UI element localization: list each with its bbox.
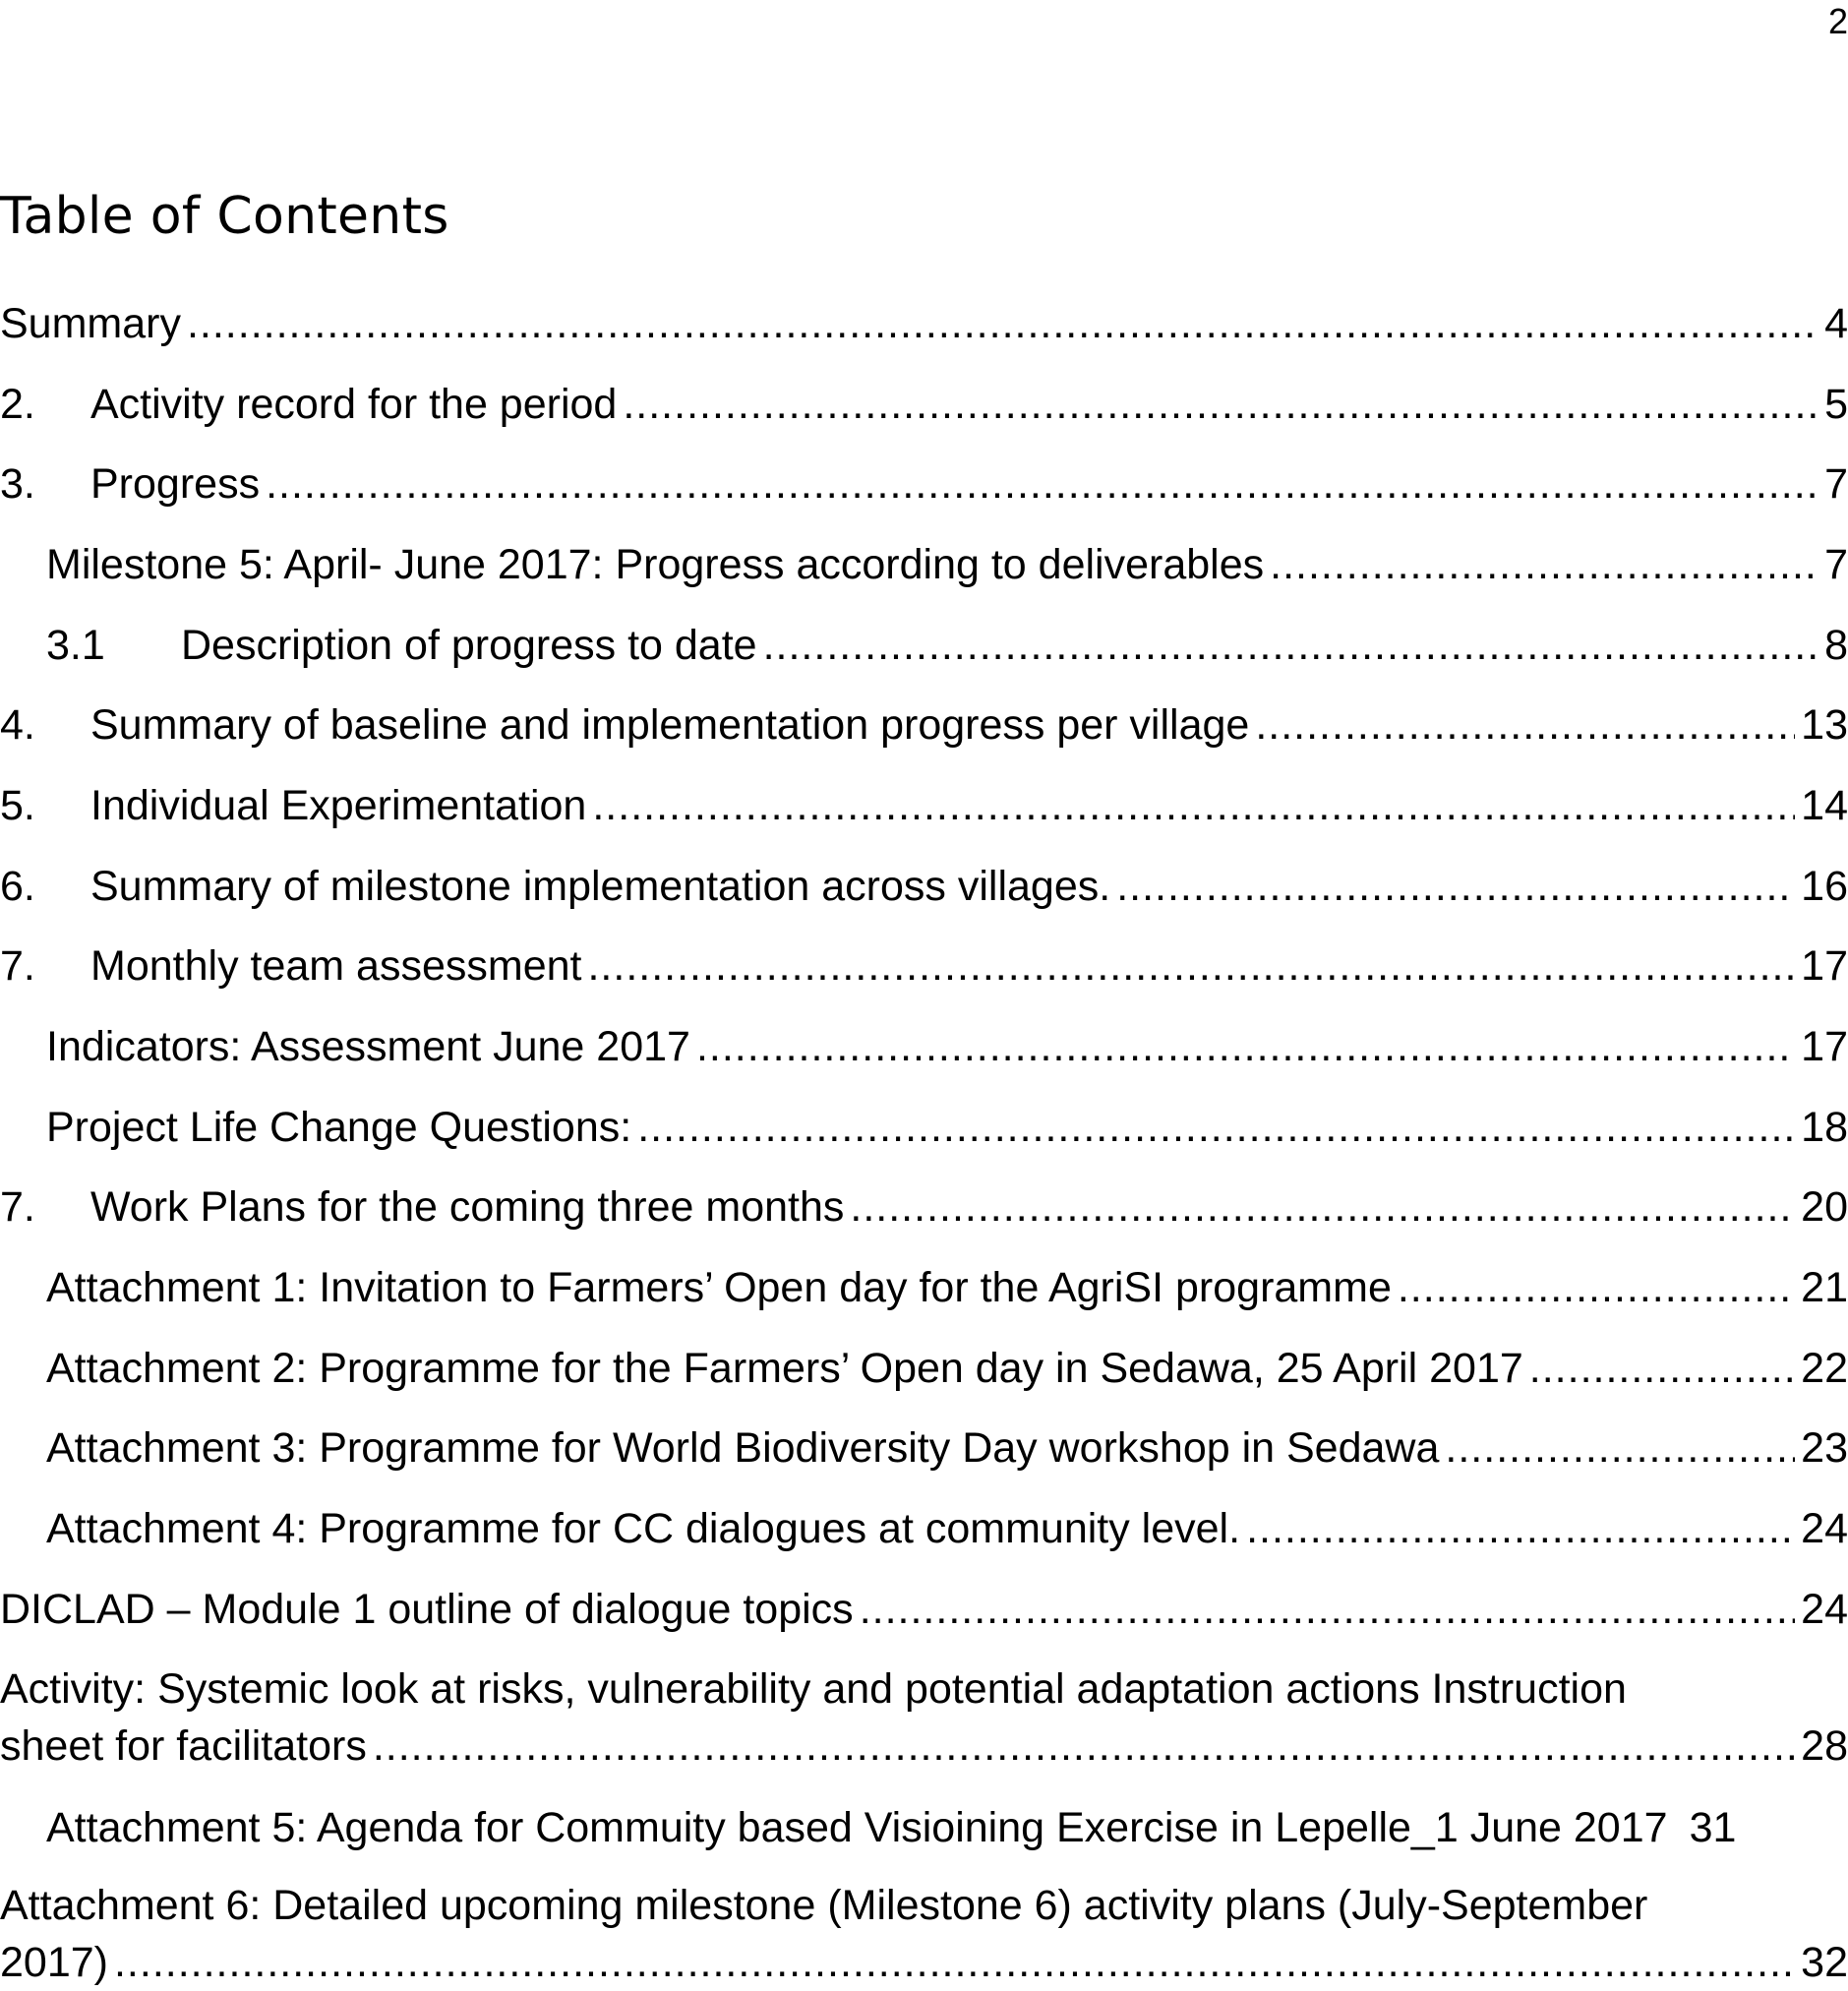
dot-leader bbox=[587, 937, 1795, 995]
toc-entry-summary-milestone[interactable] bbox=[0, 858, 1848, 915]
toc-entry-project-life-change[interactable] bbox=[0, 1099, 1848, 1156]
toc-page-number: 17 bbox=[1801, 942, 1848, 990]
dot-leader bbox=[763, 617, 1818, 674]
dot-leader bbox=[187, 295, 1818, 352]
dot-leader bbox=[1529, 1340, 1795, 1397]
toc-entry-summary[interactable] bbox=[0, 295, 1848, 352]
dot-leader bbox=[850, 1178, 1795, 1236]
dot-leader bbox=[114, 1934, 1795, 1991]
toc-entry-activity-record[interactable] bbox=[0, 376, 1848, 433]
toc-page-number: 13 bbox=[1801, 701, 1848, 749]
toc-entry-text: Project Life Change Questions: bbox=[46, 1104, 632, 1151]
toc-entry-text: Attachment 2: Programme for the Farmers’ Open day in Sedawa, 25 April 2017 bbox=[46, 1345, 1523, 1392]
toc-entry-text: Monthly team assessment bbox=[90, 942, 582, 990]
dot-leader bbox=[1270, 536, 1818, 593]
toc-page-number: 22 bbox=[1801, 1345, 1848, 1392]
toc-entry-text: Attachment 1: Invitation to Farmers’ Open day for the AgriSI programme bbox=[46, 1264, 1392, 1311]
toc-entry-individual-experimentation[interactable] bbox=[0, 777, 1848, 834]
toc-page-number: 7 bbox=[1824, 460, 1848, 508]
toc-entry-text: Activity: Systemic look at risks, vulnerability and potential adaptation actions Instruction bbox=[0, 1665, 1627, 1713]
toc-entry-text: Attachment 3: Programme for World Biodiversity Day workshop in Sedawa bbox=[46, 1424, 1440, 1472]
toc-entry-number: 3. bbox=[0, 460, 35, 508]
toc-entry-diclad[interactable] bbox=[0, 1581, 1848, 1638]
dot-leader bbox=[266, 455, 1818, 513]
toc-page-number: 7 bbox=[1824, 541, 1848, 588]
toc-entry-text: Work Plans for the coming three months bbox=[90, 1183, 845, 1231]
dot-leader bbox=[1116, 858, 1795, 915]
toc-page-number: 16 bbox=[1801, 863, 1848, 910]
dot-leader bbox=[637, 1099, 1795, 1156]
dot-leader bbox=[1246, 1500, 1795, 1557]
toc-entry-text: Progress bbox=[90, 460, 261, 508]
toc-entry-text: Attachment 5: Agenda for Commuity based Visioining Exercise in Lepelle_1 June 2017 bbox=[46, 1804, 1668, 1851]
toc-entry-work-plans[interactable] bbox=[0, 1178, 1848, 1236]
toc-entry-number: 3.1 bbox=[46, 622, 105, 669]
toc-page-number: 32 bbox=[1801, 1939, 1848, 1986]
toc-entry-text: Individual Experimentation bbox=[90, 782, 587, 829]
toc-entry-activity-systemic[interactable] bbox=[0, 1660, 1848, 1775]
toc-entry-text: Attachment 6: Detailed upcoming milestone (Milestone 6) activity plans (July-September bbox=[0, 1882, 1648, 1929]
toc-entry-attachment-3[interactable] bbox=[0, 1419, 1848, 1477]
toc-entry-number: 5. bbox=[0, 782, 35, 829]
dot-leader bbox=[860, 1581, 1795, 1638]
toc-page-number: 8 bbox=[1824, 622, 1848, 669]
toc-entry-number: 2. bbox=[0, 381, 35, 428]
dot-leader bbox=[623, 376, 1818, 433]
toc-entry-text-continued: sheet for facilitators bbox=[0, 1722, 367, 1770]
toc-entry-indicators[interactable] bbox=[0, 1018, 1848, 1075]
toc-page-number: 28 bbox=[1801, 1722, 1848, 1770]
toc-page-number: 5 bbox=[1824, 381, 1848, 428]
toc-entry-text-continued: 2017) bbox=[0, 1939, 108, 1986]
toc-entry-description-of-progress[interactable] bbox=[0, 617, 1848, 674]
toc-entry-text: Description of progress to date bbox=[181, 622, 757, 669]
toc-entry-monthly-team-assessment[interactable] bbox=[0, 937, 1848, 995]
toc-entry-text: Indicators: Assessment June 2017 bbox=[46, 1023, 690, 1070]
toc-page-number: 14 bbox=[1801, 782, 1848, 829]
dot-leader bbox=[696, 1018, 1795, 1075]
toc-page-number: 23 bbox=[1801, 1424, 1848, 1472]
toc-entry-number: 6. bbox=[0, 863, 35, 910]
dot-leader bbox=[592, 777, 1795, 834]
toc-page-number: 18 bbox=[1801, 1104, 1848, 1151]
toc-entry-attachment-5[interactable] bbox=[0, 1799, 1848, 1856]
toc-page-number: 31 bbox=[1689, 1804, 1737, 1851]
toc-entry-number: 7. bbox=[0, 942, 35, 990]
toc-page-number: 4 bbox=[1824, 300, 1848, 347]
toc-entry-text: Activity record for the period bbox=[90, 381, 618, 428]
toc-entry-attachment-6[interactable] bbox=[0, 1877, 1848, 1991]
toc-page-number: 24 bbox=[1801, 1586, 1848, 1633]
toc-entry-text: Summary bbox=[0, 300, 181, 347]
toc-entry-attachment-1[interactable] bbox=[0, 1259, 1848, 1316]
toc-page-number: 17 bbox=[1801, 1023, 1848, 1070]
toc-entry-number: 4. bbox=[0, 701, 35, 749]
page-number: 2 bbox=[1827, 1, 1848, 41]
toc-page-number: 20 bbox=[1801, 1183, 1848, 1231]
dot-leader bbox=[373, 1718, 1795, 1775]
dot-leader bbox=[1445, 1419, 1795, 1477]
toc-entry-milestone-5[interactable] bbox=[0, 536, 1848, 593]
toc-entry-number: 7. bbox=[0, 1183, 35, 1231]
toc-title: Table of Contents bbox=[0, 187, 449, 246]
toc-entry-text: Attachment 4: Programme for CC dialogues at community level. bbox=[46, 1505, 1241, 1552]
toc-entry-text: Summary of milestone implementation across villages. bbox=[90, 863, 1111, 910]
toc-page-number: 21 bbox=[1801, 1264, 1848, 1311]
toc-entry-text: Milestone 5: April- June 2017: Progress according to deliverables bbox=[46, 541, 1265, 588]
toc-page-number: 24 bbox=[1801, 1505, 1848, 1552]
dot-leader bbox=[1255, 696, 1795, 754]
dot-leader bbox=[1398, 1259, 1795, 1316]
toc-entry-progress[interactable] bbox=[0, 455, 1848, 513]
toc-entry-text: Summary of baseline and implementation progress per village bbox=[90, 701, 1250, 749]
toc-entry-attachment-4[interactable] bbox=[0, 1500, 1848, 1557]
toc-entry-summary-baseline[interactable] bbox=[0, 696, 1848, 754]
toc-entry-text: DICLAD – Module 1 outline of dialogue topics bbox=[0, 1586, 854, 1633]
toc-entry-attachment-2[interactable] bbox=[0, 1340, 1848, 1397]
